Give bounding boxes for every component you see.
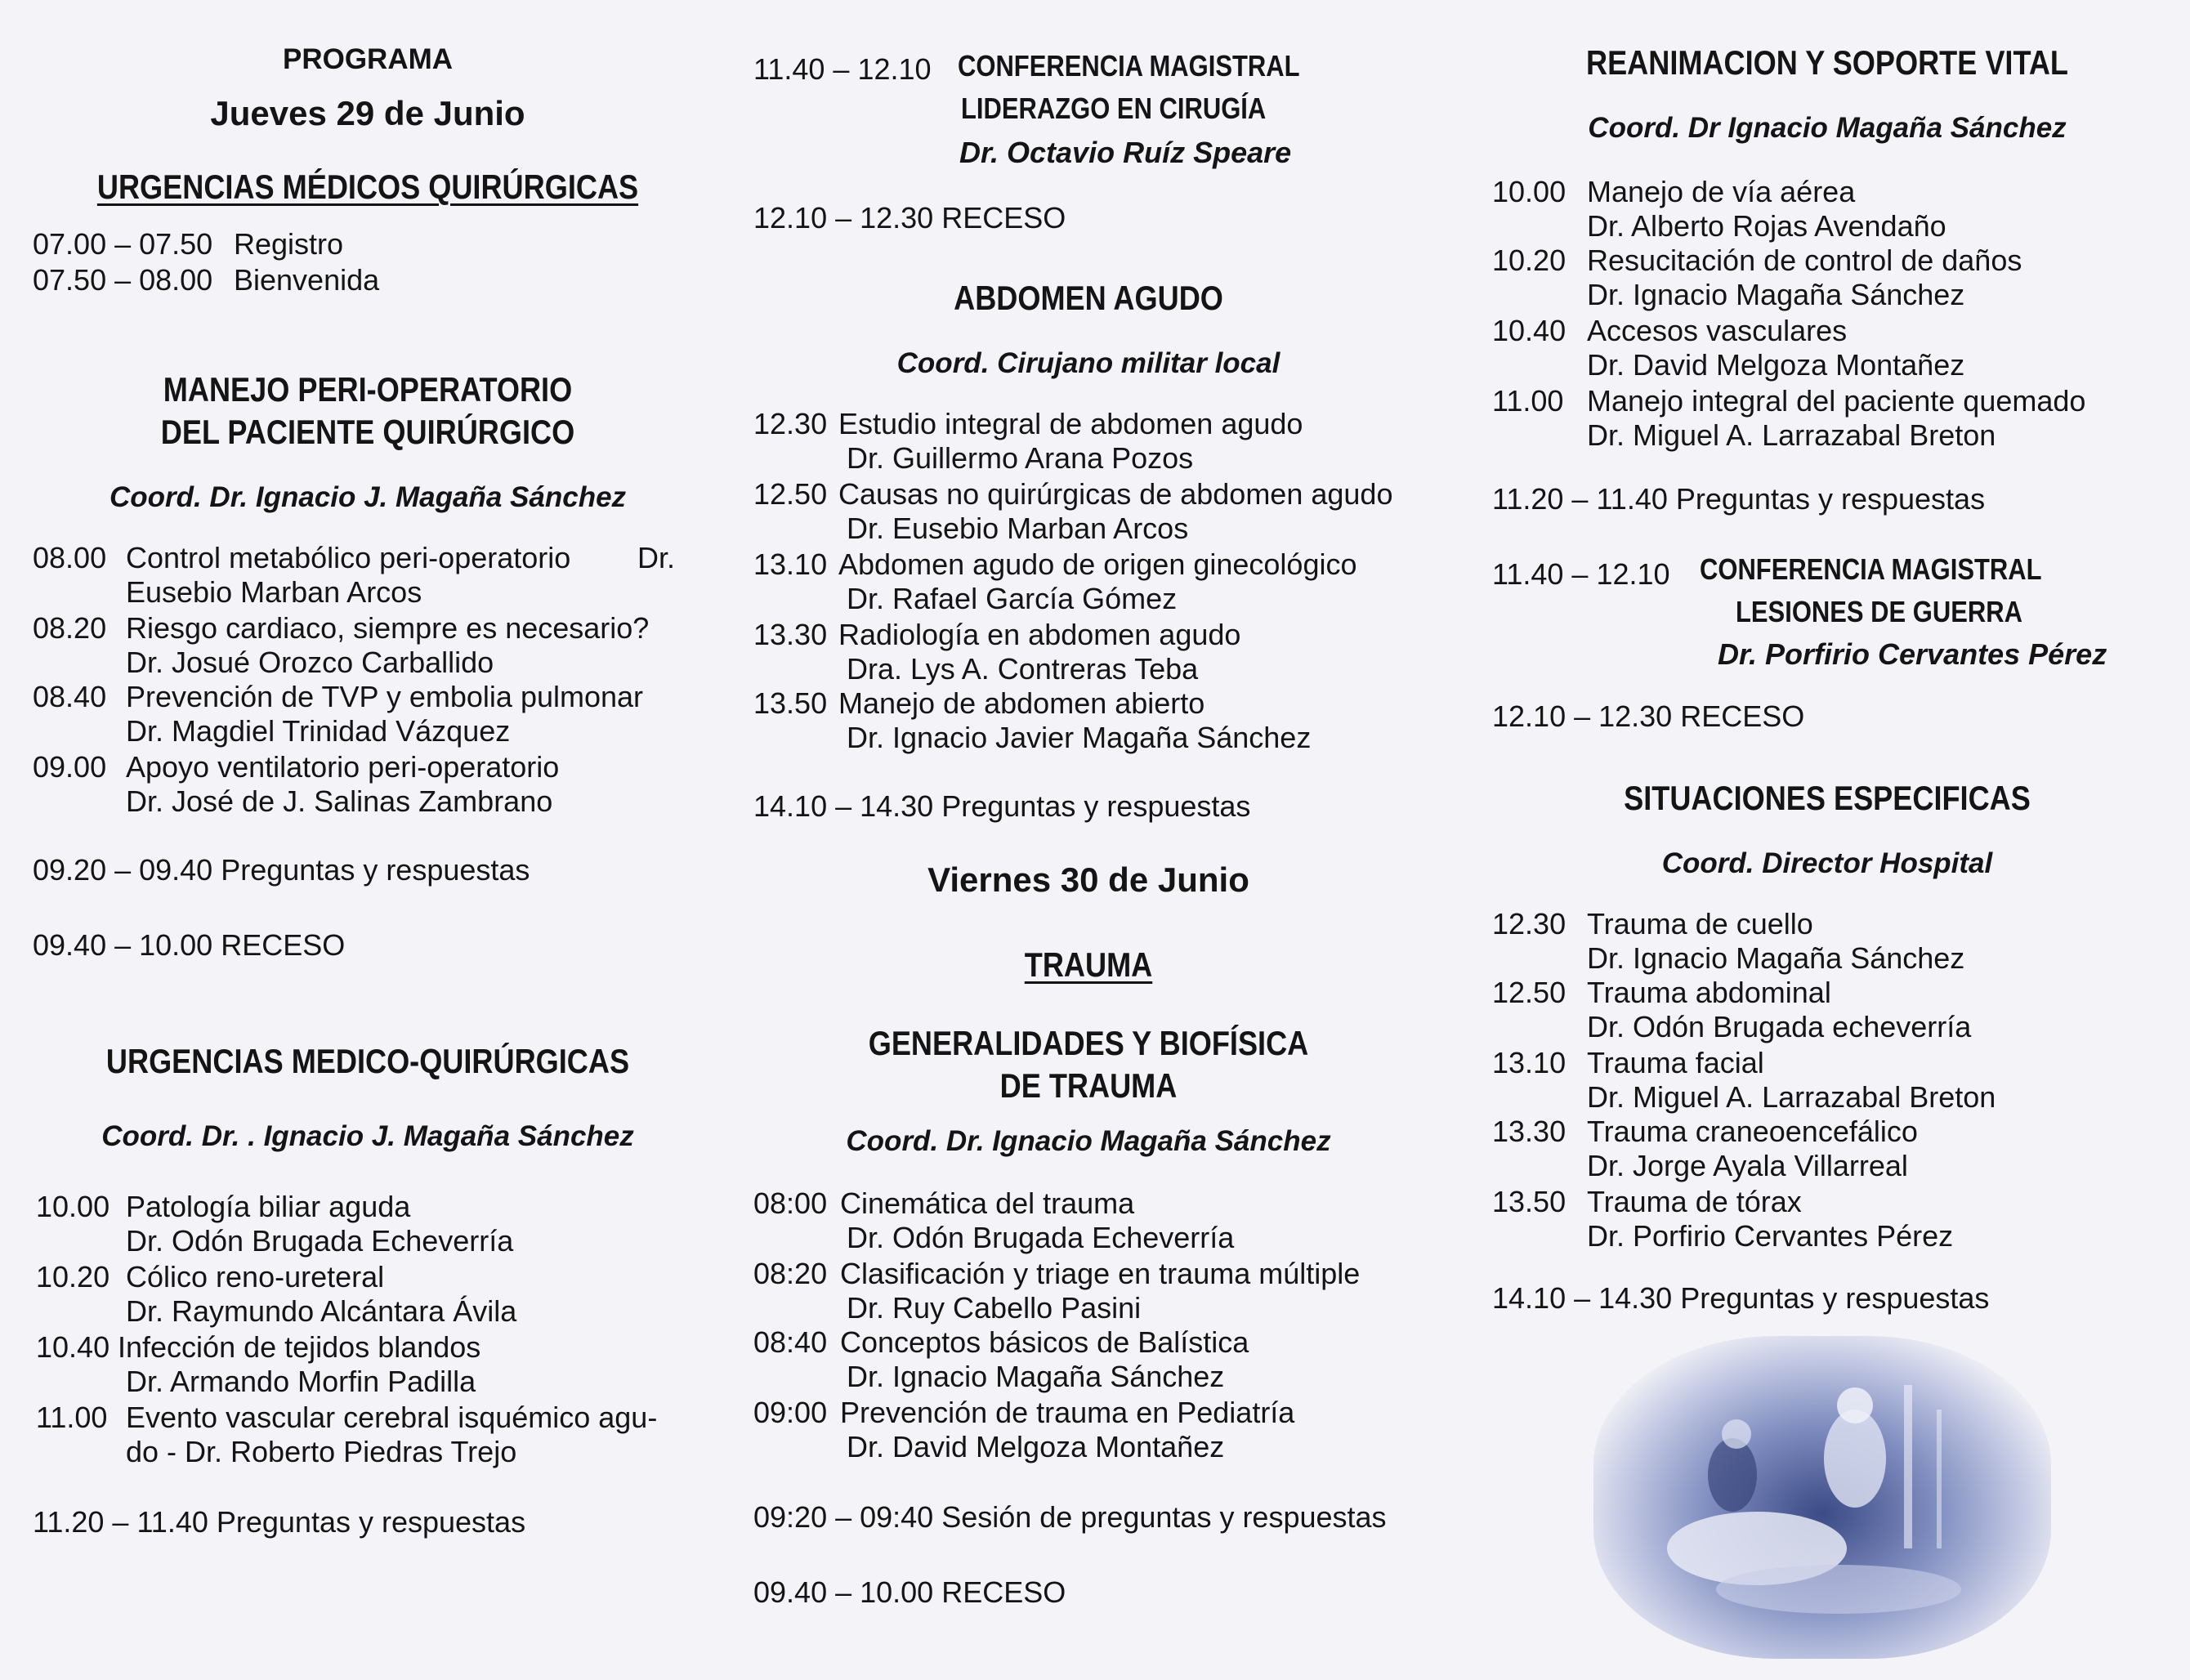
schedule-speaker: Dr. Odón Brugada echeverría bbox=[1587, 1010, 1972, 1043]
schedule-topic: Registro bbox=[234, 227, 344, 261]
schedule-speaker: Dr. José de J. Salinas Zambrano bbox=[126, 784, 553, 818]
schedule-topic: Bienvenida bbox=[234, 263, 380, 297]
coordinator-line: Coord. Cirujano militar local bbox=[896, 347, 1280, 379]
schedule-time: 13.50 bbox=[753, 686, 828, 720]
conference-time: 11.40 – 12.10 bbox=[1492, 557, 1670, 591]
schedule-speaker: Dr. David Melgoza Montañez bbox=[847, 1430, 1225, 1463]
schedule-speaker: Dr. Armando Morfin Padilla bbox=[126, 1365, 476, 1398]
schedule-time: 10.20 bbox=[1492, 244, 1567, 277]
day-thursday-heading: Jueves 29 de Junio bbox=[210, 94, 525, 132]
section-title-abdomen: ABDOMEN AGUDO bbox=[954, 279, 1223, 317]
schedule-time: 12.50 bbox=[1492, 976, 1567, 1009]
surgery-scene-illustration bbox=[1593, 1336, 2051, 1659]
schedule-topic: Radiología en abdomen agudo bbox=[838, 618, 1241, 651]
conference-title-1: CONFERENCIA MAGISTRAL bbox=[1700, 552, 2042, 586]
break-line: 09.40 – 10.00 RECESO bbox=[753, 1575, 1066, 1609]
schedule-time: 10.40 bbox=[1492, 314, 1567, 347]
schedule-topic: Trauma de cuello bbox=[1587, 907, 1813, 941]
schedule-topic: Evento vascular cerebral isquémico agu- bbox=[126, 1401, 658, 1434]
schedule-topic: Trauma craneoencefálico bbox=[1587, 1115, 1918, 1148]
schedule-speaker: Dr. Porfirio Cervantes Pérez bbox=[1587, 1219, 1954, 1253]
section-title-reanimacion: REANIMACION Y SOPORTE VITAL bbox=[1585, 43, 2069, 82]
schedule-speaker: Dr. Ignacio Javier Magaña Sánchez bbox=[847, 721, 1312, 754]
schedule-topic: Resucitación de control de daños bbox=[1587, 244, 2022, 277]
schedule-time: 13.30 bbox=[753, 618, 828, 651]
schedule-time: 08.20 bbox=[33, 611, 107, 645]
surgery-photo bbox=[1593, 1336, 2051, 1659]
schedule-topic: Prevención de TVP y embolia pulmonar bbox=[126, 680, 644, 713]
schedule-speaker: Dr. Ignacio Magaña Sánchez bbox=[1587, 278, 1965, 311]
column-left bbox=[33, 0, 703, 1680]
schedule-time: 12.30 bbox=[753, 407, 828, 440]
schedule-time: 09:00 bbox=[753, 1396, 828, 1429]
schedule-topic: Patología biliar aguda bbox=[126, 1190, 411, 1223]
section-title-generalidades-1: GENERALIDADES Y BIOFÍSICA bbox=[868, 1024, 1309, 1062]
schedule-topic: Clasificación y triage en trauma múltiple bbox=[840, 1257, 1361, 1290]
schedule-speaker: Dr. Odón Brugada Echeverría bbox=[126, 1224, 514, 1258]
schedule-time: 12.50 bbox=[753, 477, 828, 511]
schedule-time: 10.00 bbox=[1492, 175, 1567, 208]
schedule-speaker: Dr. Odón Brugada Echeverría bbox=[847, 1221, 1235, 1254]
column-middle bbox=[753, 0, 1424, 1680]
schedule-speaker: Dr. Rafael García Gómez bbox=[847, 582, 1178, 615]
schedule-time: 08.40 bbox=[33, 680, 107, 713]
section-title-medico-quirurgicas: URGENCIAS MEDICO-QUIRÚRGICAS bbox=[105, 1042, 630, 1080]
schedule-time: 10.40 bbox=[36, 1330, 110, 1364]
qa-session: 11.20 – 11.40 Preguntas y respuestas bbox=[33, 1505, 526, 1539]
schedule-time: 10.00 bbox=[36, 1190, 110, 1223]
schedule-speaker: Eusebio Marban Arcos bbox=[126, 575, 422, 609]
schedule-speaker: Dr. Miguel A. Larrazabal Breton bbox=[1587, 418, 1996, 452]
conference-title-2: LESIONES DE GUERRA bbox=[1736, 595, 2022, 628]
coordinator-line: Coord. Dr Ignacio Magaña Sánchez bbox=[1588, 112, 2067, 144]
schedule-speaker: Dr. Jorge Ayala Villarreal bbox=[1587, 1149, 1908, 1182]
schedule-time: 08:20 bbox=[753, 1257, 828, 1290]
schedule-topic: Trauma de tórax bbox=[1587, 1185, 1802, 1218]
qa-session: 09.20 – 09.40 Preguntas y respuestas bbox=[33, 853, 530, 887]
schedule-topic: Accesos vasculares bbox=[1587, 314, 1848, 347]
schedule-time: 13.50 bbox=[1492, 1185, 1567, 1218]
section-title-urgencias: URGENCIAS MÉDICOS QUIRÚRGICAS bbox=[96, 168, 639, 206]
conference-time: 11.40 – 12.10 bbox=[753, 52, 932, 86]
schedule-topic: Riesgo cardiaco, siempre es necesario? bbox=[126, 611, 650, 645]
day-friday-heading: Viernes 30 de Junio bbox=[927, 860, 1249, 899]
coordinator-line: Coord. Dr. Ignacio Magaña Sánchez bbox=[846, 1125, 1331, 1157]
schedule-topic: Manejo de vía aérea bbox=[1587, 175, 1856, 208]
schedule-time: 08.00 bbox=[33, 541, 107, 574]
schedule-speaker: Dr. Josué Orozco Carballido bbox=[126, 646, 494, 679]
schedule-topic: Cólico reno-ureteral bbox=[126, 1260, 385, 1294]
schedule-speaker: Dra. Lys A. Contreras Teba bbox=[847, 652, 1199, 686]
section-title-situaciones: SITUACIONES ESPECIFICAS bbox=[1624, 779, 2031, 817]
qa-session: 09:20 – 09:40 Sesión de preguntas y respuestas bbox=[753, 1500, 1387, 1534]
schedule-speaker: Dr. Ruy Cabello Pasini bbox=[847, 1291, 1142, 1325]
qa-session: 14.10 – 14.30 Preguntas y respuestas bbox=[1492, 1281, 1990, 1315]
section-title-trauma: TRAUMA bbox=[1024, 945, 1153, 984]
coordinator-line: Coord. Dr. Ignacio J. Magaña Sánchez bbox=[109, 481, 627, 513]
break-line: 12.10 – 12.30 RECESO bbox=[1492, 699, 1805, 733]
schedule-topic: Trauma facial bbox=[1587, 1046, 1764, 1079]
schedule-speaker: Dr. bbox=[637, 541, 676, 574]
schedule-speaker: Dr. Alberto Rojas Avendaño bbox=[1587, 209, 1946, 243]
programa-heading: PROGRAMA bbox=[282, 43, 454, 75]
schedule-speaker: Dr. Magdiel Trinidad Vázquez bbox=[126, 714, 511, 748]
conference-speaker: Dr. Octavio Ruíz Speare bbox=[959, 136, 1292, 169]
section-title-peri-2: DEL PACIENTE QUIRÚRGICO bbox=[160, 413, 575, 451]
schedule-time: 07.50 – 08.00 bbox=[33, 263, 213, 297]
schedule-topic: Infección de tejidos blandos bbox=[118, 1330, 481, 1364]
schedule-time: 13.10 bbox=[753, 547, 828, 581]
schedule-time: 10.20 bbox=[36, 1260, 110, 1294]
schedule-time: 09.00 bbox=[33, 750, 107, 784]
schedule-time: 08:40 bbox=[753, 1325, 828, 1359]
conference-title-2: LIDERAZGO EN CIRUGÍA bbox=[961, 92, 1267, 125]
schedule-topic: Manejo integral del paciente quemado bbox=[1587, 384, 2086, 418]
qa-session: 14.10 – 14.30 Preguntas y respuestas bbox=[753, 789, 1251, 823]
schedule-time: 07.00 – 07.50 bbox=[33, 227, 213, 261]
conference-speaker: Dr. Porfirio Cervantes Pérez bbox=[1718, 637, 2107, 671]
schedule-time: 11.00 bbox=[1492, 384, 1564, 418]
schedule-speaker: Dr. Guillermo Arana Pozos bbox=[847, 441, 1194, 475]
schedule-speaker: Dr. Raymundo Alcántara Ávila bbox=[126, 1294, 517, 1328]
schedule-topic: Manejo de abdomen abierto bbox=[838, 686, 1205, 720]
schedule-time: 11.00 bbox=[36, 1401, 108, 1434]
coordinator-line: Coord. Director Hospital bbox=[1661, 847, 1993, 879]
schedule-time: 08:00 bbox=[753, 1186, 828, 1220]
qa-session: 11.20 – 11.40 Preguntas y respuestas bbox=[1492, 482, 1986, 516]
schedule-speaker: Dr. Ignacio Magaña Sánchez bbox=[1587, 941, 1965, 975]
schedule-time: 13.10 bbox=[1492, 1046, 1567, 1079]
schedule-topic: Trauma abdominal bbox=[1587, 976, 1831, 1009]
schedule-time: 13.30 bbox=[1492, 1115, 1567, 1148]
section-title-peri-1: MANEJO PERI-OPERATORIO bbox=[163, 370, 573, 409]
schedule-topic: Estudio integral de abdomen agudo bbox=[838, 407, 1303, 440]
schedule-speaker: Dr. David Melgoza Montañez bbox=[1587, 348, 1965, 382]
schedule-topic: Causas no quirúrgicas de abdomen agudo bbox=[838, 477, 1393, 511]
schedule-topic: Conceptos básicos de Balística bbox=[840, 1325, 1249, 1359]
schedule-topic: Abdomen agudo de origen ginecológico bbox=[838, 547, 1357, 581]
schedule-speaker: do - Dr. Roberto Piedras Trejo bbox=[126, 1435, 517, 1468]
coordinator-line: Coord. Dr. . Ignacio J. Magaña Sánchez bbox=[101, 1120, 634, 1152]
schedule-speaker: Dr. Ignacio Magaña Sánchez bbox=[847, 1360, 1225, 1393]
schedule-topic: Cinemática del trauma bbox=[840, 1186, 1135, 1220]
schedule-topic: Apoyo ventilatorio peri-operatorio bbox=[126, 750, 560, 784]
section-title-generalidades-2: DE TRAUMA bbox=[999, 1066, 1178, 1105]
schedule-speaker: Dr. Miguel A. Larrazabal Breton bbox=[1587, 1080, 1996, 1114]
schedule-time: 12.30 bbox=[1492, 907, 1567, 941]
schedule-topic: Control metabólico peri-operatorio bbox=[126, 541, 571, 574]
conference-title-1: CONFERENCIA MAGISTRAL bbox=[958, 49, 1300, 83]
break-line: 09.40 – 10.00 RECESO bbox=[33, 928, 346, 962]
break-line: 12.10 – 12.30 RECESO bbox=[753, 201, 1066, 235]
schedule-topic: Prevención de trauma en Pediatría bbox=[840, 1396, 1295, 1429]
schedule-speaker: Dr. Eusebio Marban Arcos bbox=[847, 512, 1189, 545]
